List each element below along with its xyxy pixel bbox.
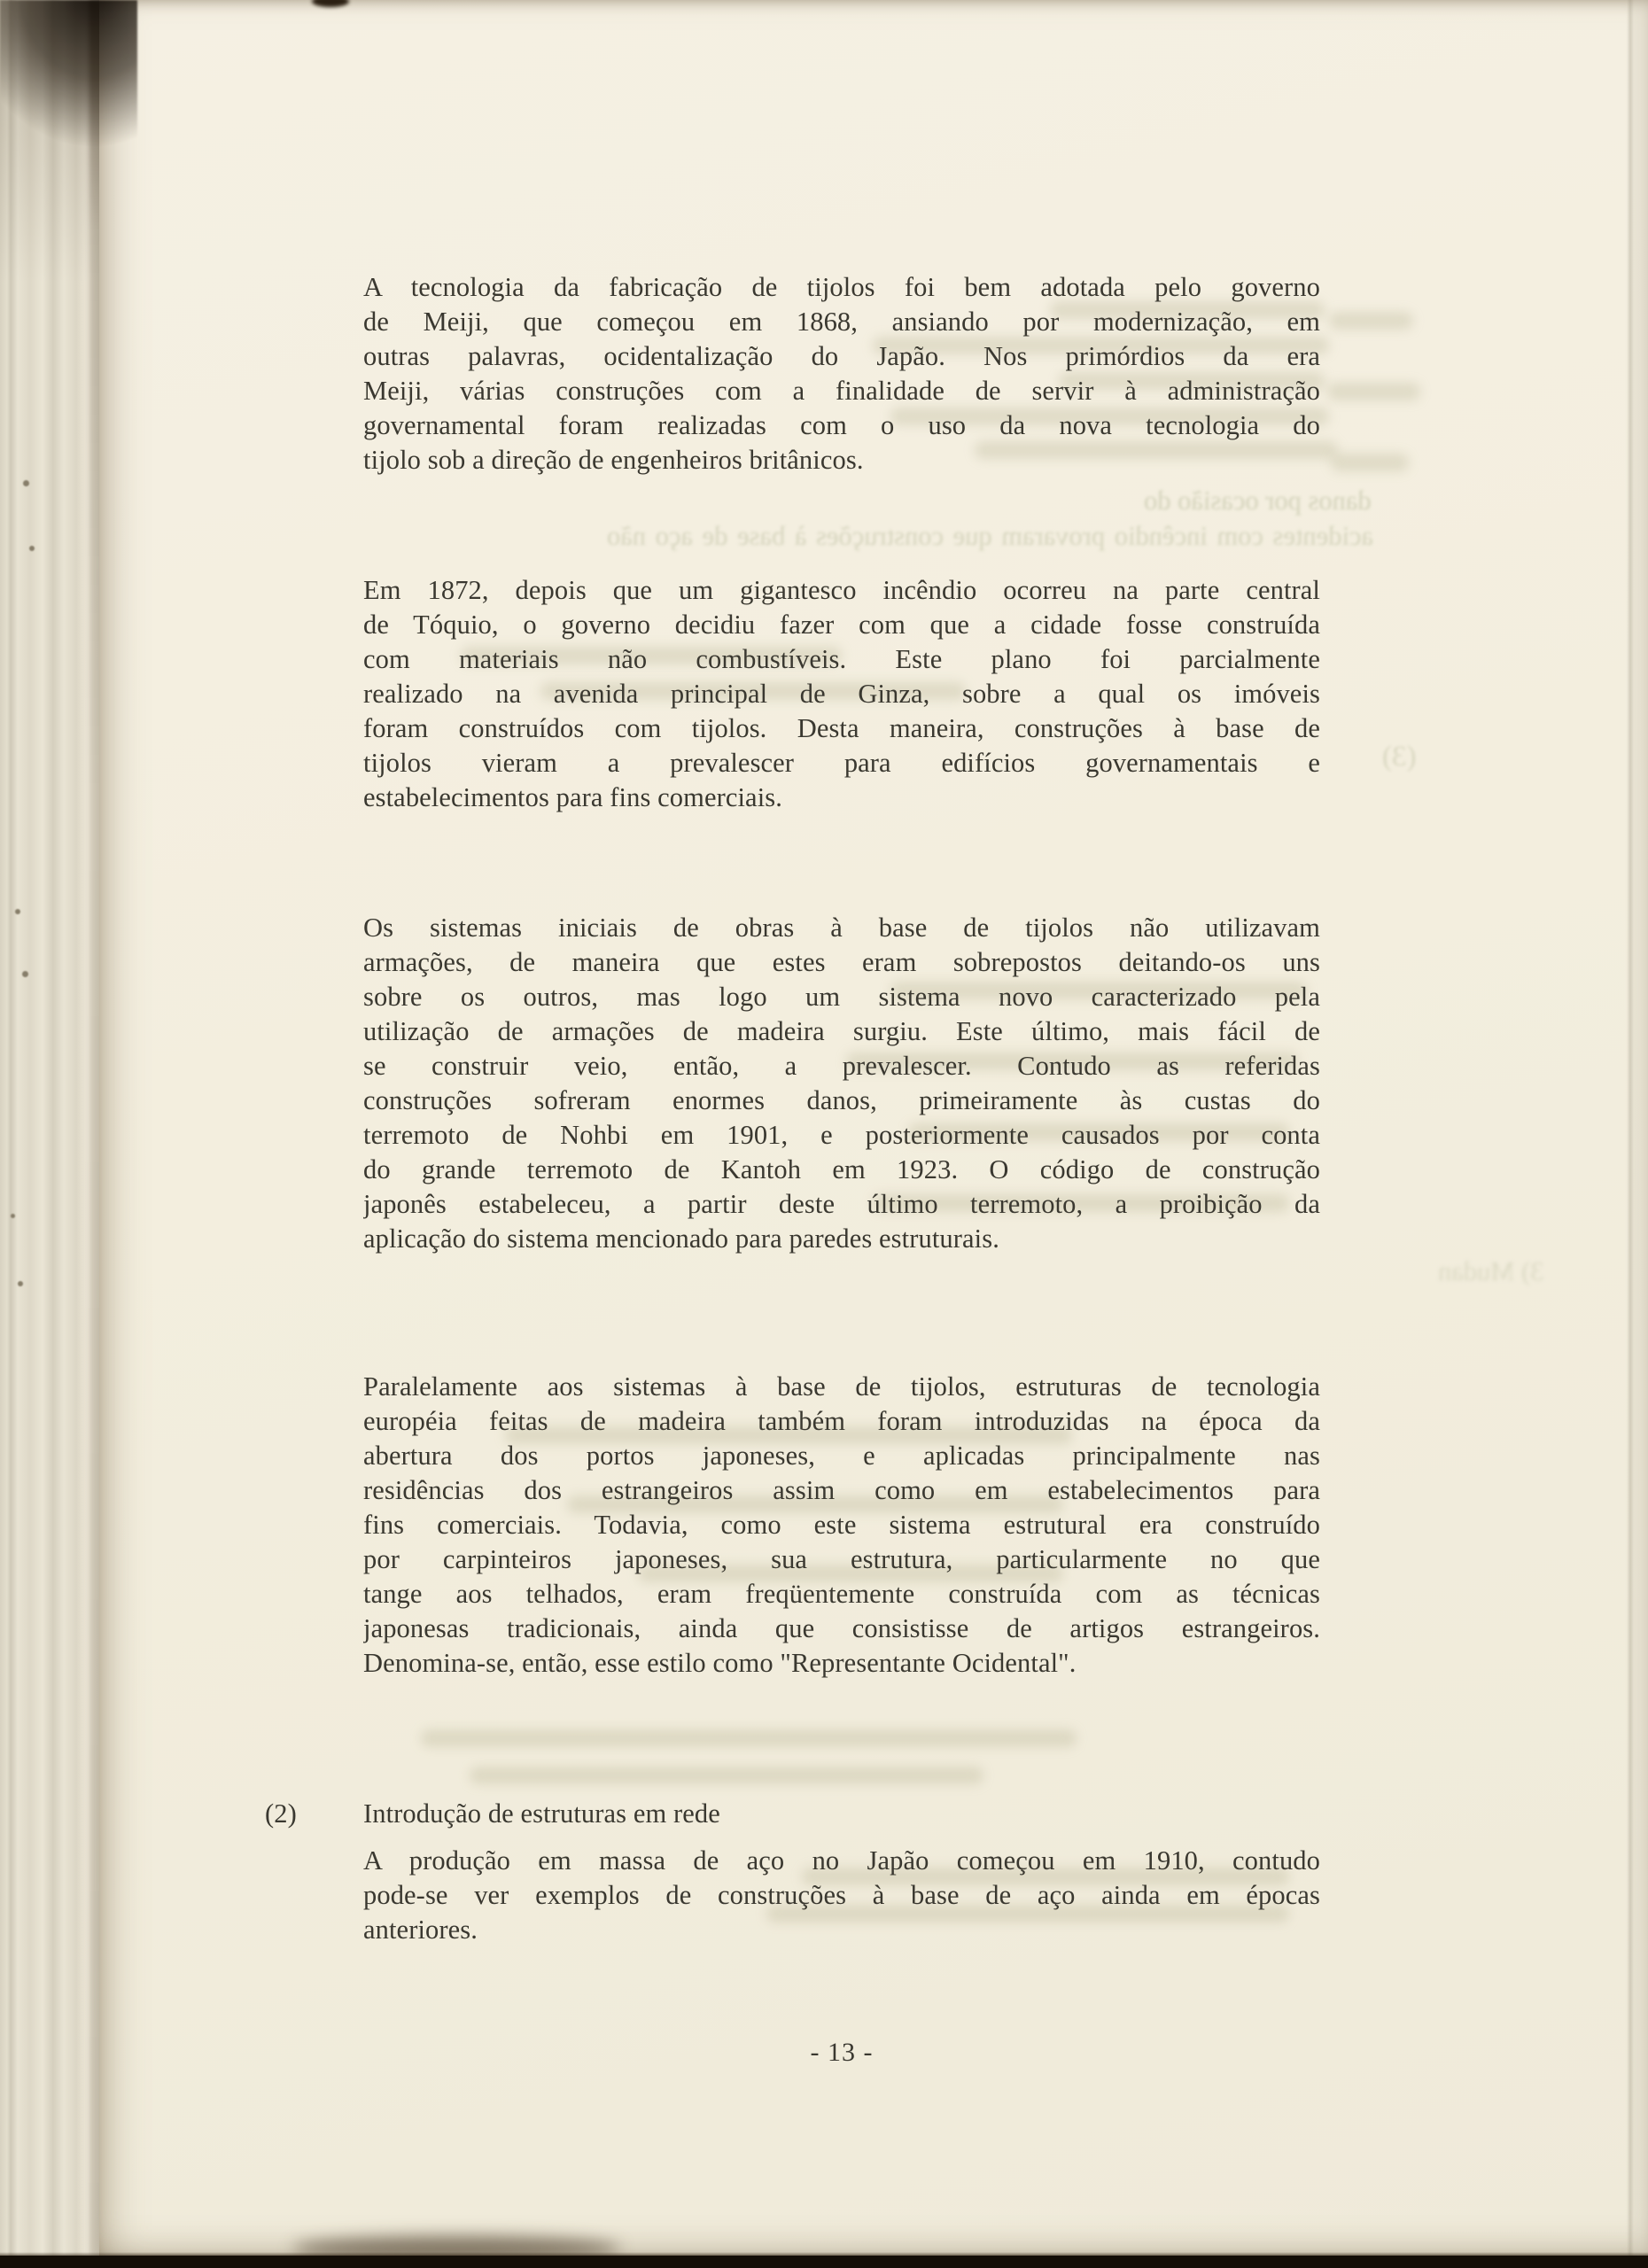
scan-bottom-band <box>0 2256 1648 2268</box>
bleedthrough-smudge <box>1331 454 1409 471</box>
binder-hole-speck <box>23 480 29 486</box>
text-line: tijolo sob a direção de engenheiros britânicos. <box>363 445 864 475</box>
text-line: utilização de armações de madeira surgiu. Este último, mais fácil de <box>363 1016 1320 1046</box>
section-number: (2) <box>265 1798 297 1829</box>
paragraph <box>363 1370 1320 1681</box>
bleedthrough-text: danos por ocasião do <box>1144 485 1372 516</box>
text-line: estabelecimentos para fins comerciais. <box>363 782 782 812</box>
paragraph <box>363 1844 1320 1947</box>
binder-hole-speck <box>22 971 28 977</box>
text-block <box>265 270 1320 1947</box>
bleedthrough-text: (3) <box>1381 741 1416 773</box>
section-title: Introdução de estruturas em rede <box>363 1798 720 1829</box>
text-line: armações, de maneira que estes eram sobrepostos deitando-os uns <box>363 947 1320 977</box>
text-line: tange aos telhados, eram freqüentemente construída com as técnicas <box>363 1579 1320 1609</box>
text-line: Denomina-se, então, esse estilo como "Representante Ocidental". <box>363 1648 1077 1678</box>
text-line: Meiji, várias construções com a finalidade de servir à administração <box>363 376 1320 406</box>
text-line: fins comerciais. Todavia, como este sistema estrutural era construído <box>363 1510 1320 1540</box>
text-line: japonês estabeleceu, a partir deste último terremoto, a proibição da <box>363 1189 1320 1219</box>
bleedthrough-smudge <box>1327 383 1420 400</box>
binder-hole-speck <box>29 546 35 551</box>
section-heading <box>265 1797 1320 1831</box>
text-line: foram construídos com tijolos. Desta maneira, construções à base de <box>363 713 1320 743</box>
paragraph <box>363 270 1320 478</box>
text-line: governamental foram realizadas com o uso da nova tecnologia do <box>363 410 1320 440</box>
text-line: do grande terremoto de Kantoh em 1923. O código de construção <box>363 1154 1320 1184</box>
text-line: européia feitas de madeira também foram introduzidas na época da <box>363 1406 1320 1436</box>
text-line: tijolos vieram a prevalescer para edifícios governamentais e <box>363 748 1320 778</box>
bleedthrough-smudge <box>1329 312 1413 330</box>
text-line: de Meiji, que começou em 1868, ansiando por modernização, em <box>363 307 1320 337</box>
text-line: japonesas tradicionais, ainda que consistisse de artigos estrangeiros. <box>363 1613 1320 1643</box>
right-page-edge <box>1627 0 1648 2256</box>
text-line: terremoto de Nohbi em 1901, e posteriormente causados por conta <box>363 1120 1320 1150</box>
top-left-shadow <box>0 0 137 190</box>
text-line: Em 1872, depois que um gigantesco incêndio ocorreu na parte central <box>363 575 1320 605</box>
text-line: A produção em massa de aço no Japão começou em 1910, contudo <box>363 1845 1320 1876</box>
paragraph <box>363 573 1320 815</box>
text-line: aplicação do sistema mencionado para paredes estruturais. <box>363 1223 999 1254</box>
page-number: - 13 - <box>810 2038 874 2067</box>
text-line: pode-se ver exemplos de construções à base de aço ainda em épocas <box>363 1880 1320 1910</box>
text-line: Os sistemas iniciais de obras à base de tijolos não utilizavam <box>363 913 1320 943</box>
text-line: residências dos estrangeiros assim como em estabelecimentos para <box>363 1475 1320 1505</box>
text-line: Paralelamente aos sistemas à base de tijolos, estruturas de tecnologia <box>363 1371 1320 1402</box>
binder-hole-speck <box>11 1214 15 1218</box>
binder-hole-speck <box>15 909 20 914</box>
paragraph <box>363 911 1320 1256</box>
bleedthrough-text: acidentes com incêndio provaram que construções à base de aço não <box>606 521 1373 551</box>
text-line: de Tóquio, o governo decidiu fazer com que a cidade fosse construída <box>363 610 1320 640</box>
text-line: A tecnologia da fabricação de tijolos foi bem adotada pelo governo <box>363 272 1320 302</box>
text-line: sobre os outros, mas logo um sistema novo caracterizado pela <box>363 982 1320 1012</box>
text-line: por carpinteiros japoneses, sua estrutura, particularmente no que <box>363 1544 1320 1574</box>
bleedthrough-text: 3) Mudan <box>1437 1256 1543 1286</box>
text-line: construções sofreram enormes danos, primeiramente às custas do <box>363 1085 1320 1115</box>
text-line: outras palavras, ocidentalização do Japão. Nos primórdios da era <box>363 341 1320 371</box>
book-page-edges <box>0 0 99 2256</box>
text-line: realizado na avenida principal de Ginza, sobre a qual os imóveis <box>363 679 1320 709</box>
text-line: abertura dos portos japoneses, e aplicadas principalmente nas <box>363 1441 1320 1471</box>
text-line: com materiais não combustíveis. Este plano foi parcialmente <box>363 644 1320 674</box>
text-line: anteriores. <box>363 1915 478 1945</box>
binder-hole-speck <box>18 1281 23 1286</box>
text-line: se construir veio, então, a prevalescer. Contudo as referidas <box>363 1051 1320 1081</box>
